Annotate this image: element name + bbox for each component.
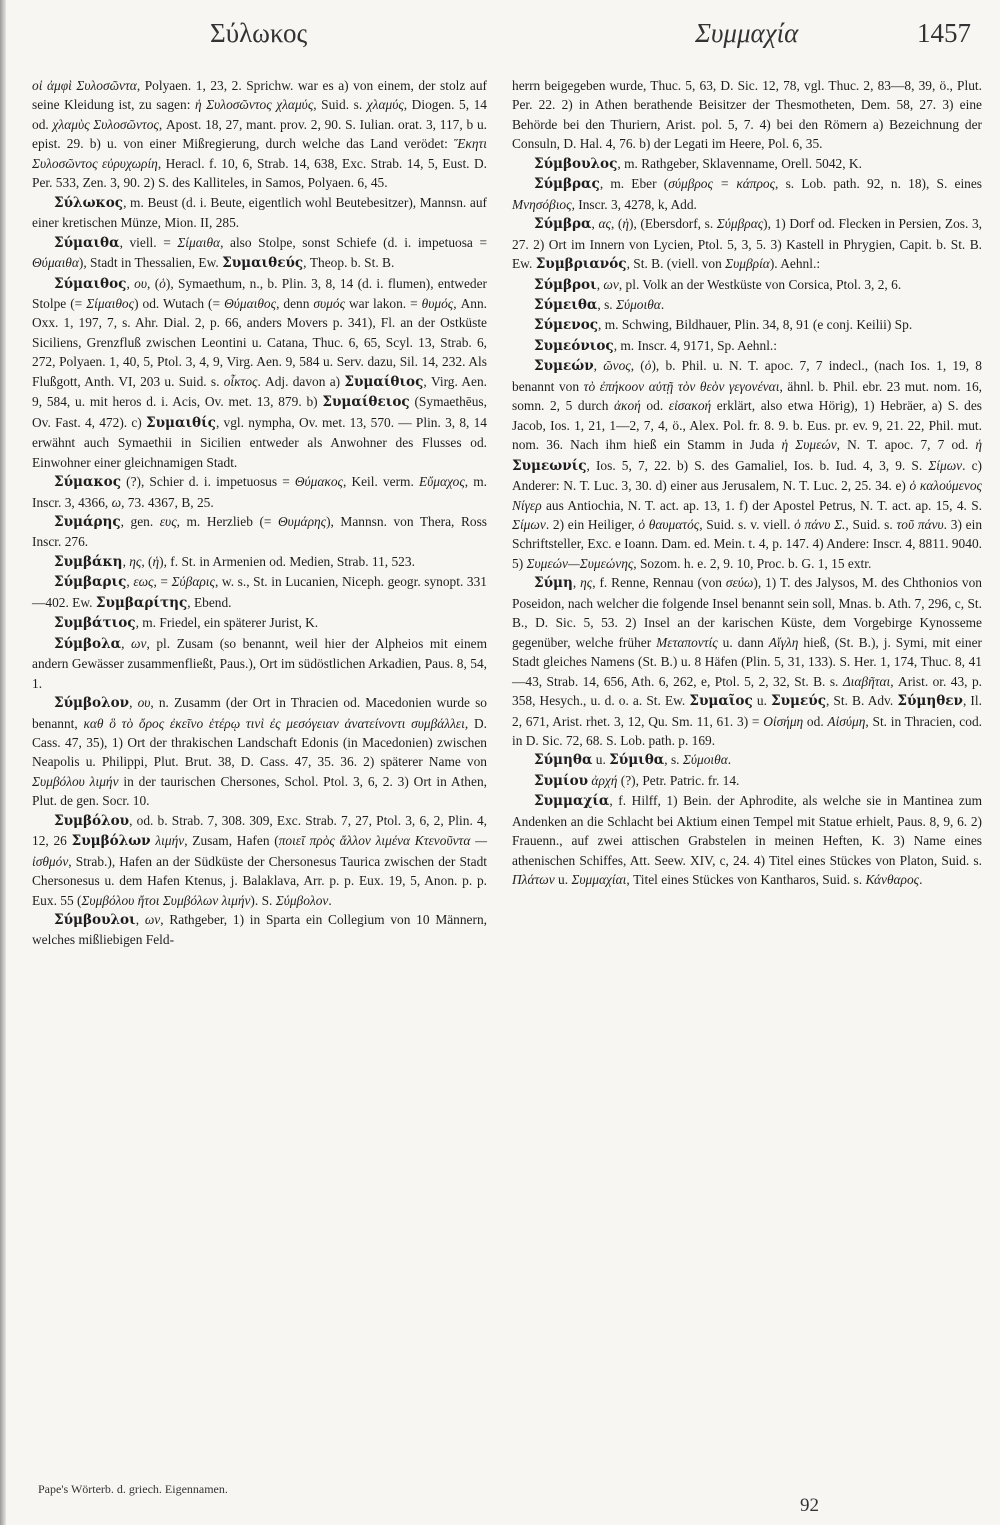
- dictionary-entry: [32, 472, 487, 512]
- entry-text: .: [660, 296, 665, 312]
- headword: Σύμβροι: [534, 276, 597, 293]
- dictionary-entry: [512, 750, 982, 770]
- entry-text: , D. Cass. 47, 35), 1) Ort der thrakischen Landschaft Edonis (in Macedonien) zwischen Neapolis u. Philippi, Plut. Brut. 38, D. Cass. 47, 35. 36. 2) späterer Name von: [32, 715, 487, 770]
- entry-text: , ähnl. b. Phil. ebr. 23 mut. nom. 16, somn. 2, 5 durch: [512, 378, 983, 414]
- dictionary-entry: [32, 193, 487, 233]
- headword: Σύμβουλος: [534, 155, 618, 172]
- headword: Σύμβουλοι: [54, 912, 136, 929]
- greek-term: χλαμὺς Συλοσῶντος: [52, 116, 159, 132]
- headword: Συμαιθίς: [146, 414, 216, 431]
- entry-text: . Adj. davon a): [257, 373, 345, 389]
- headword: Σύμακος: [54, 474, 121, 491]
- greek-term: λιμήν: [150, 833, 185, 849]
- headword: Σύμβρα: [534, 216, 592, 233]
- greek-term: Θύμαιθος: [224, 295, 277, 311]
- dictionary-entry: [32, 634, 487, 693]
- entry-text: , (: [630, 358, 645, 374]
- entry-text: , N. T. apoc. 7, 7 od.: [836, 437, 976, 453]
- greek-term: θυμός: [421, 295, 454, 311]
- entry-text: ,: [126, 275, 135, 291]
- entry-text: aus Antiochia, N. T. act. ap. 13, 1. f) der Apostel Petrus, N. T. act. ap. 15, 4. S.: [541, 497, 982, 513]
- headword: Συμμαχία: [534, 793, 610, 810]
- greek-term: ἡ: [152, 553, 160, 569]
- dictionary-entry: [32, 572, 487, 613]
- entry-text: , =: [153, 574, 172, 590]
- entry-text: ,: [129, 695, 138, 711]
- dictionary-entry: [512, 275, 982, 295]
- greek-term: Εὔμαχος: [418, 474, 465, 490]
- greek-term: ων: [131, 635, 147, 651]
- entry-text: . c) Anderer: N. T. Luc. 3, 30. d) einer aus Jerusalem, N. T. Luc. 2, 25. 34. e): [512, 457, 982, 494]
- entry-text: , St. B. (viell. von: [626, 256, 726, 272]
- entry-continuation: [512, 76, 982, 154]
- dictionary-entry: [512, 174, 982, 214]
- dictionary-entry: [32, 613, 487, 633]
- entry-text: . 3) ein Schriftsteller, Exc. e Ioann. Dam. ed. Mein. t. 4, p. 147. 4) Andere: Inscr. 4, 8811. 9040. 5): [512, 516, 983, 571]
- entry-text: , m. Friedel, ein späterer Jurist, K.: [135, 615, 319, 631]
- dictionary-entry: [32, 552, 487, 572]
- entry-text: , Arist. or. 43, p. 358, Hesych., u. d. o. a. St. Ew.: [512, 673, 982, 709]
- dictionary-entry: [512, 214, 982, 274]
- entry-text: .: [727, 752, 732, 768]
- entry-text: ,: [572, 575, 581, 591]
- greek-term: ἀρχή: [588, 772, 618, 788]
- greek-term: ας: [598, 216, 611, 232]
- greek-term: Συμεών—Συμεώνης: [526, 555, 634, 571]
- entry-text: ,: [121, 635, 132, 651]
- greek-term: Θύμακος: [294, 474, 343, 490]
- greek-term: ἡ Συμεών: [781, 437, 837, 453]
- greek-term: Σίμαιθα: [177, 234, 221, 250]
- entry-text: , Virg. Aen. 9, 584, u. mit heros d. i. Acis, Ov. met. 13, 879. b): [32, 373, 487, 410]
- greek-term: ὁ θαυματός: [638, 516, 700, 532]
- dictionary-entry: [32, 274, 487, 473]
- headword: Συμβάτιος: [54, 615, 136, 632]
- greek-term: Πλάτων: [512, 872, 555, 888]
- greek-term: ης: [580, 575, 593, 591]
- entry-text: , m. Inscr. 3, 4366,: [32, 474, 487, 510]
- greek-term: ὁ: [644, 358, 652, 374]
- entry-text: hieß, (St. B.), j. Symi, mit einer Stadt gleiches Namens (St. B.) u. 8 Häfen (Plin. 5, 31, 133). S. Her. 1, 174, Thuc. 8, 41—43, Strab. 14, 656, Ath. 6, 262, e, Ptol. 5, 2, 32, St. B. s.: [512, 634, 982, 689]
- entry-text: , Heracl. f. 10, 6, Strab. 14, 638, Exc. Strab. 14, 5, Eust. D. Per. 533, Zen. 3, 90. 2) S. des Kalliteles, in Samos, Polyaen. 6, 45.: [32, 155, 487, 191]
- dictionary-entry: [512, 573, 982, 750]
- entry-text: ) od. Wutach (=: [134, 295, 225, 311]
- headword: Σύμειθα: [534, 296, 598, 313]
- greek-term: Μεταποντίς: [656, 634, 718, 650]
- entry-text: , m. Beust (d. i. Beute, eigentlich wohl Beutebesitzer), Mannsn. auf einer kretischen Münze, Mion. II, 285.: [32, 194, 487, 231]
- entry-text: , s. Lob. path. 92, n. 18), S. eines: [775, 176, 983, 192]
- entry-text: , Theop. b. St. B.: [303, 255, 395, 271]
- greek-term: ἀκοή: [614, 398, 641, 414]
- headword: Σύμβολα: [54, 635, 122, 652]
- entry-text: , m. Schwing, Bildhauer, Plin. 34, 8, 91 (e conj. Keilii) Sp.: [598, 317, 913, 333]
- greek-term: Αἴγλη: [768, 634, 799, 650]
- greek-term: Σίμων: [512, 516, 546, 532]
- entry-text: , 73. 4367, B, 25.: [121, 494, 214, 510]
- greek-term: Διαβῆται: [842, 673, 891, 689]
- entry-text: , viell. =: [119, 234, 178, 250]
- greek-term: Μνησόβιος: [512, 196, 572, 212]
- entry-text: , Ios. 5, 7, 22. b) S. des Gamaliel, Ios. b. Iud. 4, 3, 9. S.: [586, 457, 929, 473]
- headword: Σύμιθα: [609, 752, 665, 769]
- entry-text: ), Stadt in Thessalien, Ew.: [78, 255, 223, 271]
- greek-term: Κάνθαρος: [865, 872, 920, 888]
- entry-text: , w. s., St. in Lucanien, Niceph. geogr. synopt. 331—402. Ew.: [32, 574, 487, 610]
- entry-text: .: [328, 892, 332, 908]
- dictionary-entry: [32, 910, 487, 950]
- greek-term: ου: [134, 275, 147, 291]
- greek-term: σεύω: [725, 575, 754, 591]
- greek-term: Συμβρία: [725, 256, 770, 272]
- entry-text: , St. B. Adv.: [825, 693, 898, 709]
- entry-text: , Suid. s.: [313, 97, 367, 113]
- greek-term: ἡ: [622, 216, 630, 232]
- headword: Συμεωνίς: [512, 457, 587, 474]
- entry-text: , also Stolpe, sonst Schiefe (d. i. impetuosa =: [220, 234, 487, 250]
- dictionary-entry: [512, 356, 982, 573]
- entry-text: , St. in Thracien, cod. in D. Sic. 72, 68. S. Lob. path. p. 169.: [512, 713, 982, 748]
- entry-text: erklärt, also etwa Hörig), 1) Hebräer, a) S. des Jacob, Ios. 1, 21, 1—2, 7, 4, ö., Alex. Pol. fr. 8. 9. b. Eus. pr. ev. 9, 21. 22, Phil. mut. nom. 36. Nach ihm hieß ein Stamm in Juda: [512, 398, 982, 453]
- entry-text: , s.: [664, 752, 683, 768]
- headword: Συμαίθιος: [344, 373, 424, 390]
- entry-text: in der taurischen Chersones, Schol. Ptol. 3, 6, 2. 3) Ort in Athen, Plut. de gen. Socr. 10.: [32, 773, 487, 809]
- greek-term: εως: [133, 574, 154, 590]
- entry-text: , Strab.), Hafen an der Südküste der Chersonesus Taurica zwischen der Stadt Chersonesus u. dem Hafen Ktenus, j. Balaklava, Arr. p. p. Eux. 19, 5, Anon. p. p. Eux. 55 (: [32, 853, 487, 908]
- entry-text: (?), Petr. Patric. fr. 14.: [617, 772, 740, 788]
- entry-text: , Apost. 18, 27, mant. prov. 2, 90. S. Iulian. orat. 3, 117, b u. epist. 29. b) u. von einer Mißregierung, durch welche das Land verödet:: [32, 116, 488, 152]
- greek-term: Ἕκητι Συλοσῶντος εὐρυχωρίη: [32, 136, 487, 171]
- dictionary-entry: [512, 295, 982, 315]
- greek-term: ὁ πάνυ Σ.: [794, 516, 846, 532]
- headword: Συμαιθεύς: [222, 255, 304, 272]
- dictionary-entry: [512, 336, 982, 356]
- entry-text: , m. Rathgeber, Sklavenname, Orell. 5042, K.: [617, 155, 862, 171]
- headword: Σύμβολον: [54, 695, 130, 712]
- entry-text: , Titel eines Stückes von Kantharos, Suid. s.: [626, 872, 866, 888]
- entry-text: ). Aehnl.:: [769, 256, 821, 272]
- entry-text: , Suid. s. v. viell.: [699, 516, 795, 532]
- greek-term: οἶκτος: [223, 373, 258, 389]
- entry-text: , m. Eber (: [599, 176, 669, 192]
- greek-term: ἡ: [975, 437, 982, 453]
- headword: Σύμβαρις: [54, 574, 127, 591]
- headword: Συμάρης: [54, 513, 121, 530]
- signature-mark: 92: [800, 1495, 819, 1516]
- greek-term: Οἰσήμη: [763, 713, 804, 729]
- greek-term: Συμβόλου λιμήν: [32, 773, 119, 789]
- entry-text: . 2) ein Heiliger,: [545, 516, 639, 532]
- greek-term: Σύμοιθα: [682, 752, 728, 768]
- dictionary-entry: [512, 771, 982, 791]
- page-number: 1457: [917, 18, 971, 48]
- dictionary-entry: [32, 512, 487, 552]
- entry-text: u. dann: [717, 634, 769, 650]
- running-head: [0, 12, 1000, 62]
- entry-text: , s.: [597, 296, 616, 312]
- entry-text: , f. Hilff, 1) Bein. der Aphrodite, als welche sie in Mantinea zum Andenken an die Schlacht bei Aktium einen Tempel mit Statue erhielt, Paus. 8, 9, 6. 2) Frauenn., auf zwei attischen Grabstelen in meinen Heften, K. 3) Name eines athenischen Schiffes, Att. Seew. XIV, c, 24. 4) Titel eines Stückes von Platon, Suid. s.: [512, 793, 982, 868]
- entry-text: ,: [593, 358, 604, 374]
- headword: Συμεόνιος: [534, 337, 614, 354]
- headword: Συμαῖος: [689, 693, 753, 710]
- greek-term: καθ ὃ τὸ ὄρος ἐκεῖνο ἑτέρῳ τινὶ ἐς μεσόγειαν ἀνατείνοντι συμβάλλει: [83, 715, 465, 731]
- entry-text: ,: [596, 276, 604, 292]
- headword: Σύμηθεν: [897, 693, 963, 710]
- headword: Σύμαιθος: [54, 275, 127, 292]
- entry-text: ,: [591, 216, 599, 232]
- greek-term: ων: [603, 276, 619, 292]
- entry-text: ), 1) T. des Jalysos, M. des Chthonios von Poseidon, nach welcher die folgende Insel benannt sein soll, Mnas. b. Ath. 7, 296, c, St. B., D. Sic. 5, 53. 2) Insel an der karischen Küste, dem Vorgebirge Kynosseme gegenüber, welche früher: [512, 575, 982, 650]
- greek-term: ποιεῖ πρὸς ἄλλον λιμένα Κτενοῦντα — ἰσθμόν: [32, 833, 488, 869]
- greek-term: Θύμαιθα: [32, 255, 79, 271]
- greek-term: εἰσακοή: [668, 398, 712, 414]
- entry-text: u.: [554, 872, 572, 888]
- entry-text: ), b. Phil. u. N. T. apoc. 7, 7 indecl., (nach Ios. 1, 19, 8 benannt von: [512, 358, 983, 394]
- entry-text: , vgl. nympha, Ov. met. 13, 570. — Plin. 3, 8, 14 erwähnt auch Symaethii in Sicilien entweder als Anwohner des Flusses od. Einwohner einer gleichnamigen Stadt.: [32, 414, 488, 470]
- left-column: [32, 76, 487, 950]
- entry-text: , gen.: [120, 513, 160, 529]
- greek-term: Θυμάρης: [278, 513, 327, 529]
- dictionary-entry: [512, 154, 982, 174]
- entry-text: u.: [592, 752, 610, 768]
- entry-text: , Rathgeber, 1) in Sparta ein Collegium von 10 Männern, welches mißliebigen Feld-: [32, 912, 487, 948]
- entry-text: ), Mannsn. von Thera, Ross Inscr. 276.: [32, 513, 487, 550]
- entry-text: (Symaethēus, Ov. Fast. 4, 472). c): [32, 394, 487, 430]
- greek-term: ης: [129, 553, 142, 569]
- entry-text: , m. Herzlieb (=: [176, 513, 278, 529]
- greek-term: οἱ ἀμφὶ Συλοσῶντα: [32, 78, 137, 93]
- headword: Συμβόλων: [71, 833, 151, 850]
- entry-text: , pl. Volk an der Westküste von Corsica, Ptol. 3, 2, 6.: [618, 276, 902, 292]
- entry-text: war lakon. =: [345, 295, 422, 311]
- entry-text: od.: [803, 713, 828, 729]
- entry-text: , m. Inscr. 4, 9171, Sp. Aehnl.:: [613, 337, 777, 353]
- entry-text: ), Symaethum, n., b. Plin. 3, 8, 14 (d. i. flumen), entweder Stolpe (=: [32, 275, 488, 311]
- entry-text: , f. Renne, Rennau (von: [592, 575, 726, 591]
- entry-text: ,: [122, 553, 130, 569]
- right-column: [512, 76, 982, 890]
- entry-text: ), 1) Dorf od. Flecken in Persien, Zos. 3, 27. 2) Ort im Innern von Lycien, Ptol. 5, 3, 5. 3) Kastell in Phrygien, Capit. b. St. B. Ew.: [512, 216, 982, 272]
- dictionary-entry: [32, 233, 487, 274]
- dictionary-entry: [32, 693, 487, 811]
- headword: Σύμενος: [534, 317, 599, 334]
- entry-continuation: [32, 76, 487, 193]
- entry-text: (?), Schier d. i. impetuosus =: [121, 474, 295, 490]
- greek-term: Σύβαρις: [171, 574, 215, 590]
- entry-text: , (: [141, 553, 153, 569]
- headword: Σύμηθα: [534, 752, 593, 769]
- dictionary-entry: [32, 811, 487, 910]
- entry-text: , Diogen. 5, 14 od.: [32, 97, 487, 132]
- greek-term: σύμβρος = κάπρος: [668, 176, 776, 192]
- entry-text: , Zusam, Hafen (: [184, 833, 279, 849]
- dictionary-entry: [512, 791, 982, 889]
- entry-text: , n. Zusamm (der Ort in Thracien od. Macedonien wurde so benannt,: [32, 695, 487, 731]
- greek-term: ἡ Συλοσῶντος χλαμύς: [194, 97, 314, 113]
- greek-term: τοῦ πάνυ: [896, 516, 944, 532]
- entry-text: , Sozom. h. e. 2, 9. 10, Proc. b. G. 1, 15 extr.: [633, 555, 872, 571]
- left-catchword: Σύλωκος: [210, 18, 308, 48]
- greek-term: Σύμβρας: [716, 216, 764, 232]
- headword: Σύμη: [534, 575, 573, 592]
- greek-term: τὸ ἐπήκοον αὐτῇ τὸν θεὸν γεγονέναι: [583, 378, 780, 394]
- entry-text: , Ann. Oxx. 1, 197, 7, s. Ahr. Dial. 2, p. 66, anders Movers p. 341), Fl. an der Ostküste Siciliens, Grenzfluß zwischen Leontini u. Catana, Thuc. 6, 65, Scyl. 13, Strab. 6, 272, Polyaen. 1, 40, 5, Ptol. 3, 4, 9, Virg. Aen. 9, 584 u. Serv. dazu, Sil. 14, 232. Als Flußgott, Anth. VI, 203 u. Suid. s.: [32, 295, 487, 389]
- headword: Σύλωκος: [54, 194, 124, 211]
- headword: Συμεών: [534, 358, 594, 375]
- entry-text: od.: [640, 398, 669, 414]
- greek-term: ῶνος: [603, 358, 631, 374]
- greek-term: Σίμων: [928, 457, 963, 473]
- entry-text: ), f. St. in Armenien od. Medien, Strab. 11, 523.: [159, 553, 415, 569]
- dictionary-entry: [512, 315, 982, 335]
- greek-term: συμός: [313, 295, 346, 311]
- imprint-footer: Pape's Wörterb. d. griech. Eigennamen.: [38, 1482, 228, 1496]
- headword: Σύμβρας: [534, 176, 600, 193]
- greek-term: Αἰσύμη: [827, 713, 866, 729]
- greek-term: Σύμοιθα: [615, 296, 661, 312]
- greek-term: ὁ: [159, 275, 166, 291]
- greek-term: Σίμαιθος: [86, 295, 135, 311]
- headword: Συμβαρίτης: [95, 594, 188, 611]
- headword: Σύμαιθα: [54, 234, 120, 251]
- entry-text: , Suid. s.: [845, 516, 897, 532]
- headword: Συμβόλου: [54, 812, 130, 829]
- scan-page-edge: [0, 0, 6, 1525]
- headword: Συμαίθειος: [322, 394, 410, 411]
- greek-term: ευς: [159, 513, 177, 529]
- headword: Συμεύς: [771, 693, 826, 710]
- headword: Συμβάκη: [54, 553, 123, 570]
- entry-text: , (: [147, 275, 160, 291]
- entry-text: , Ebend.: [187, 594, 232, 610]
- headword: Συμίου: [534, 772, 589, 789]
- entry-text: , Il. 2, 671, Arist. rhet. 3, 12, Qu. Sm. 11, 61. 3) =: [512, 693, 982, 729]
- greek-term: ου: [137, 695, 151, 711]
- entry-text: , denn: [276, 295, 314, 311]
- greek-term: ων: [144, 912, 161, 928]
- entry-text: ,: [126, 574, 134, 590]
- entry-text: , Polyaen. 1, 23, 2. Sprichw. war es a) von einem, der stolz auf seine Kleidung ist, zu sagen:: [32, 78, 487, 113]
- entry-text: herrn beigegeben wurde, Thuc. 5, 63, D. Sic. 12, 78, vgl. Thuc. 2, 83—8, 39, ö., Plut. Per. 22. 2) in Athen berathende Beisitzer der Thesmotheten, Dem. 58, 27. 3) eine Behörde bei den Thuriern, Arist. pol. 5, 7. 4) bei den Römern a) Bezeichnung der Consuln, D. Hal. 4, 76. b) der Legati im Heere, Pol. 6, 35.: [512, 78, 982, 152]
- headword: Συμβριανός: [535, 256, 627, 273]
- entry-text: u.: [752, 693, 772, 709]
- greek-term: Συμμαχίαι: [571, 872, 627, 888]
- entry-text: ,: [135, 912, 145, 928]
- entry-text: , Inscr. 3, 4278, k, Add.: [571, 196, 697, 212]
- entry-text: ). S.: [250, 892, 276, 908]
- greek-term: χλαμύς: [366, 97, 404, 113]
- entry-text: , Keil. verm.: [342, 474, 419, 490]
- greek-term: ὁ καλούμενος Νίγερ: [512, 478, 982, 513]
- right-catchword: Συμμαχία: [695, 18, 799, 48]
- greek-term: ω: [111, 494, 122, 510]
- entry-text: , (: [610, 216, 623, 232]
- entry-text: , pl. Zusam (so benannt, weil hier der Alpheios mit einem andern Gewässer zusammenfließt, Paus.), Ort im südöstlichen Arkadien, Paus. 8, 54, 1.: [32, 635, 488, 691]
- entry-text: ), (Ebersdorf, s.: [629, 216, 717, 232]
- entry-text: , od. b. Strab. 7, 308. 309, Exc. Strab. 7, 27, Ptol. 3, 6, 2, Plin. 4, 12, 26: [32, 812, 487, 849]
- entry-text: .: [919, 872, 923, 888]
- greek-term: Συμβόλου ἤτοι Συμβόλων λιμήν: [81, 892, 251, 908]
- greek-term: Σύμβολον: [275, 892, 329, 908]
